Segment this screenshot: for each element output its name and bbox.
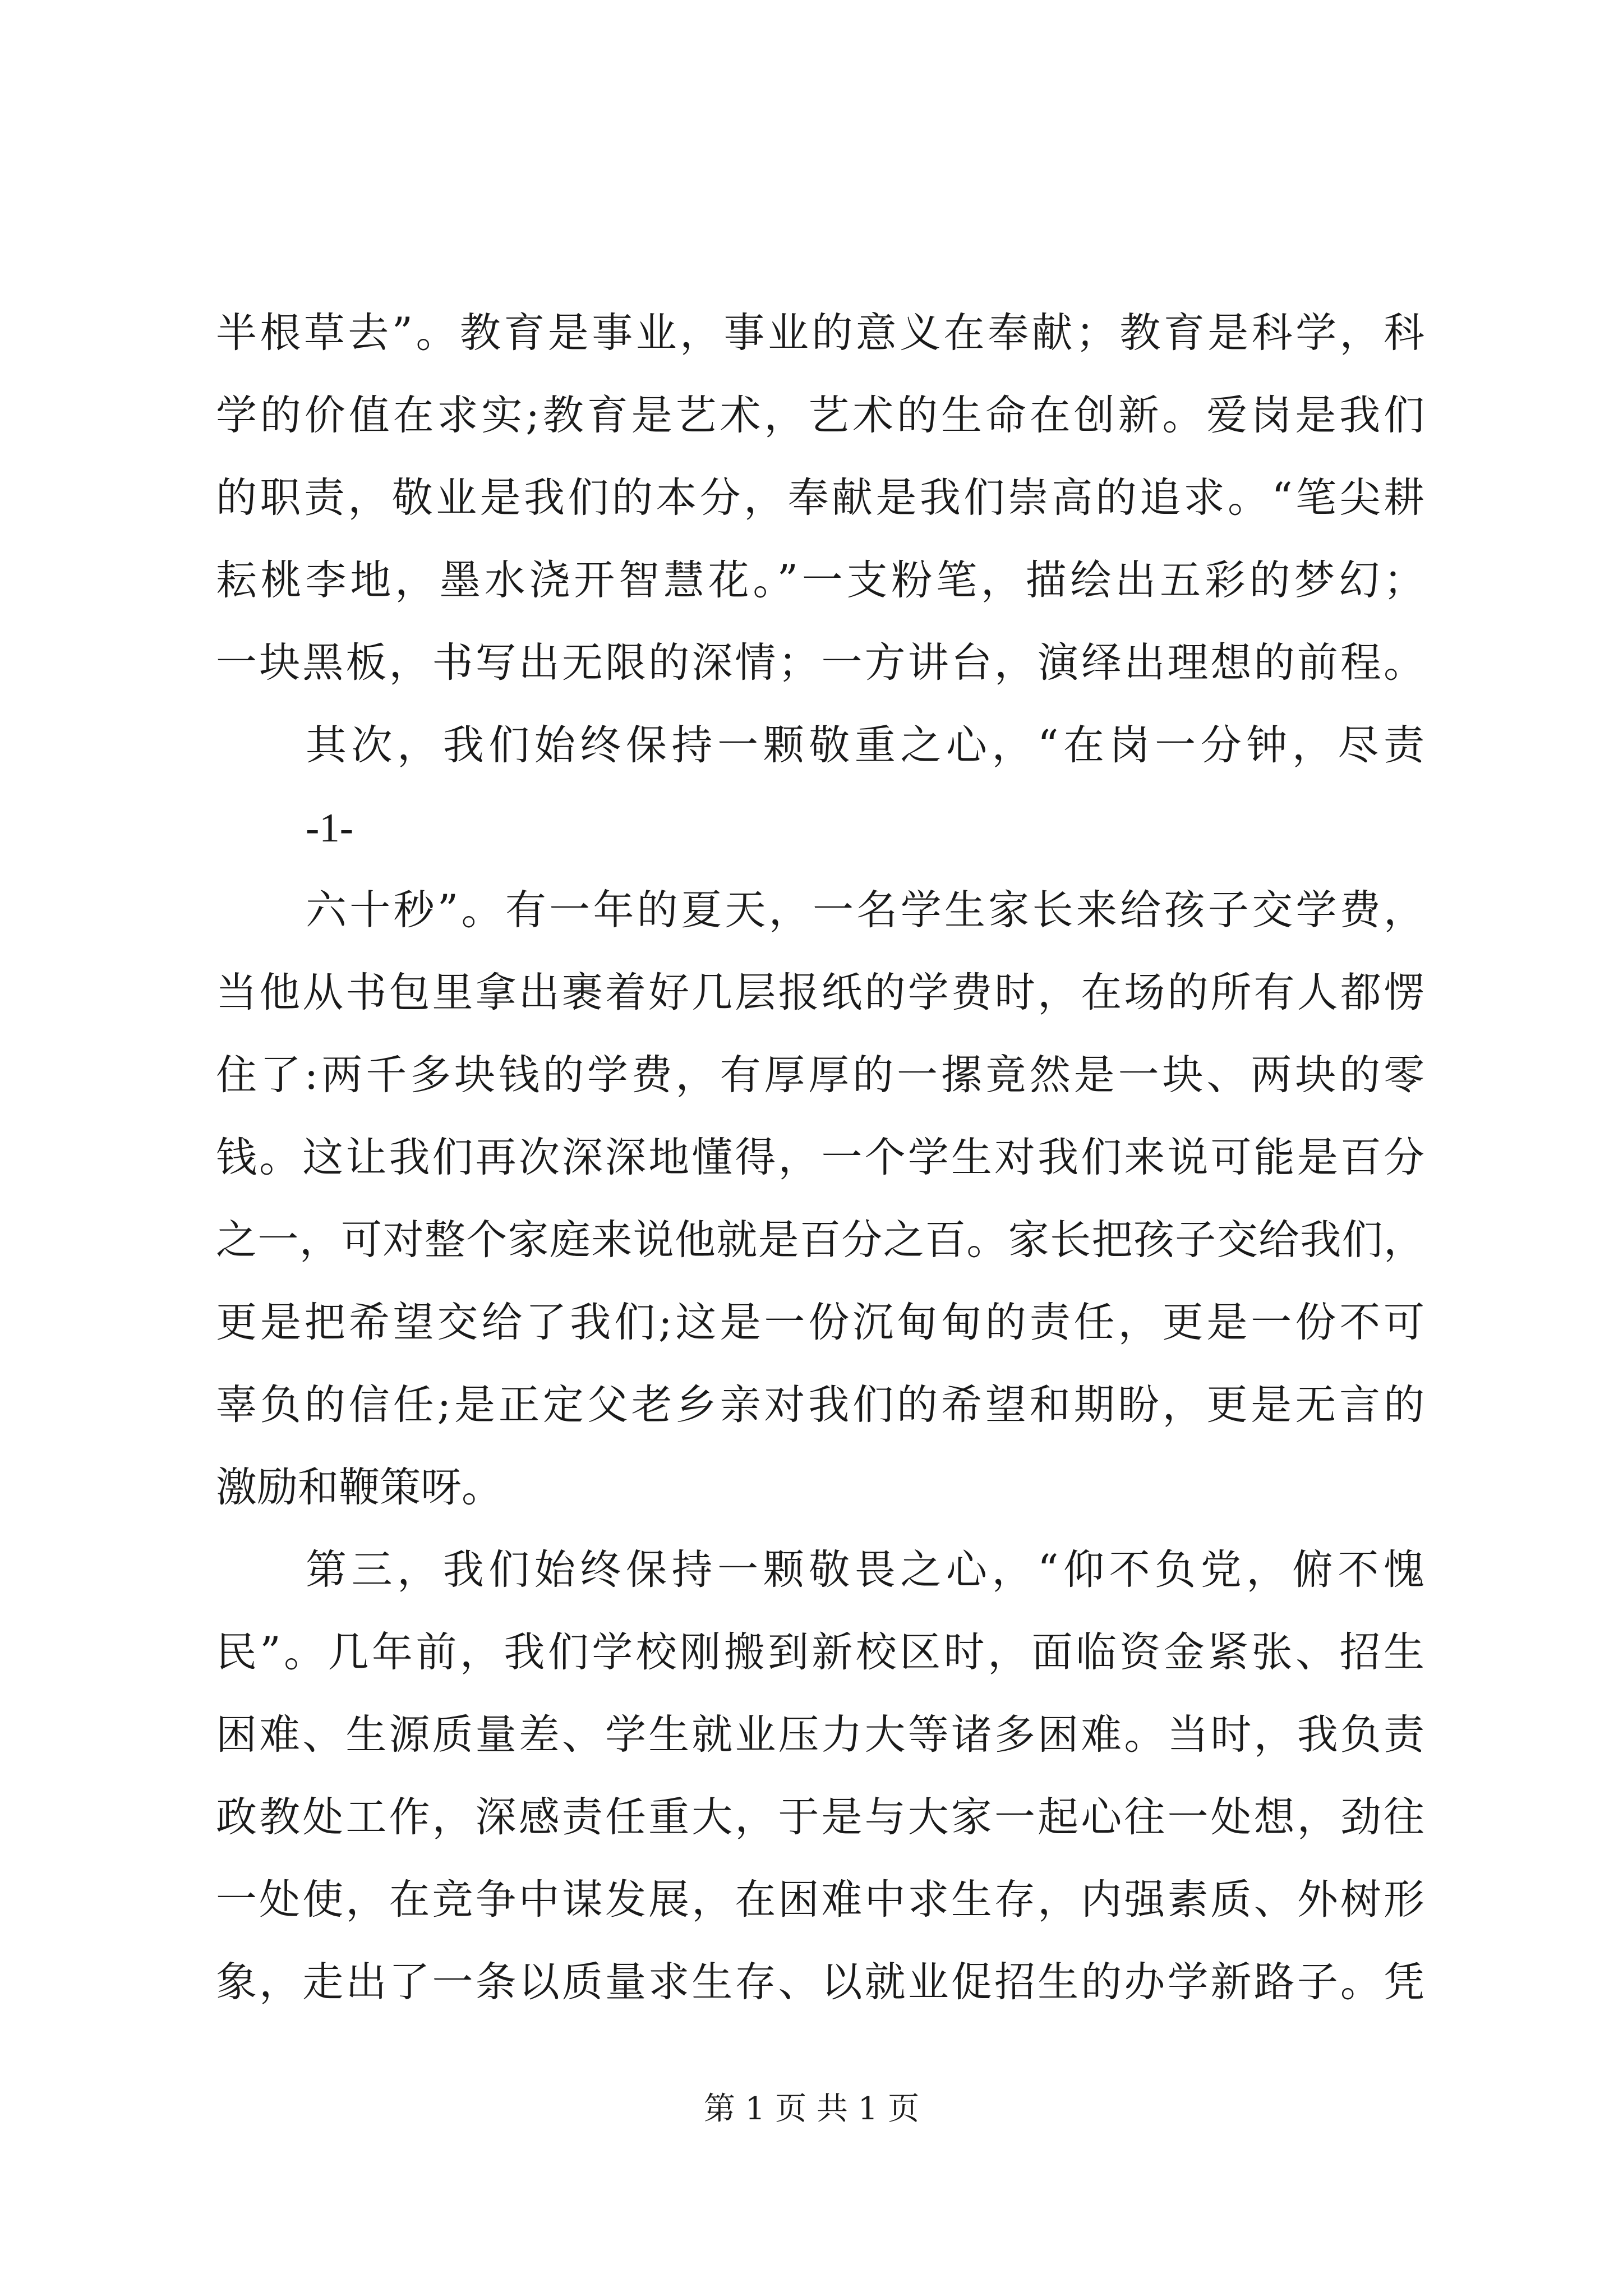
text-line: 民”。几年前，我们学校刚搬到新校区时，面临资金紧张、招生 xyxy=(216,1628,1424,1676)
inline-page-number: -1- xyxy=(306,805,354,850)
text-line: 一处使，在竞争中谋发展，在困难中求生存，内强素质、外树形 xyxy=(216,1876,1424,1924)
page-footer: 第 1 页 共 1 页 xyxy=(703,2091,920,2127)
text-line: 当他从书包里拿出裹着好几层报纸的学费时，在场的所有人都愣 xyxy=(216,969,1424,1016)
text-line: 象，走出了一条以质量求生存、以就业促招生的办学新路子。凭 xyxy=(216,1958,1424,2006)
text-line: 学的价值在求实;教育是艺术，艺术的生命在创新。爱岗是我们 xyxy=(216,392,1424,439)
text-line: 辜负的信任;是正定父老乡亲对我们的希望和期盼，更是无言的 xyxy=(216,1381,1424,1429)
text-line: 更是把希望交给了我们;这是一份沉甸甸的责任，更是一份不可 xyxy=(216,1299,1424,1346)
body-text xyxy=(216,292,1424,2023)
text-line: 其次，我们始终保持一颗敬重之心，“在岗一分钟，尽责 xyxy=(306,721,1424,769)
text-line: 激励和鞭策呀。 xyxy=(216,1464,502,1511)
text-line: 之一，可对整个家庭来说他就是百分之百。家长把孩子交给我们， xyxy=(216,1216,1424,1264)
text-line: 耘桃李地，墨水浇开智慧花。”一支粉笔，描绘出五彩的梦幻； xyxy=(216,556,1424,604)
text-line: 第三，我们始终保持一颗敬畏之心，“仰不负党，俯不愧 xyxy=(306,1546,1424,1594)
text-line: 六十秒”。有一年的夏天，一名学生家长来给孩子交学费， xyxy=(306,886,1424,934)
text-line: 一块黑板，书写出无限的深情；一方讲台，演绎出理想的前程。 xyxy=(216,639,1424,687)
text-line: 政教处工作，深感责任重大，于是与大家一起心往一处想，劲往 xyxy=(216,1793,1424,1841)
text-line: 的职责，敬业是我们的本分，奉献是我们崇高的追求。“笔尖耕 xyxy=(216,474,1424,522)
text-line: 钱。这让我们再次深深地懂得，一个学生对我们来说可能是百分 xyxy=(216,1134,1424,1181)
text-line: 半根草去”。教育是事业，事业的意义在奉献；教育是科学，科 xyxy=(216,309,1424,357)
text-line: 住了:两千多块钱的学费，有厚厚的一摞竟然是一块、两块的零 xyxy=(216,1051,1424,1099)
text-line: 困难、生源质量差、学生就业压力大等诸多困难。当时，我负责 xyxy=(216,1711,1424,1759)
